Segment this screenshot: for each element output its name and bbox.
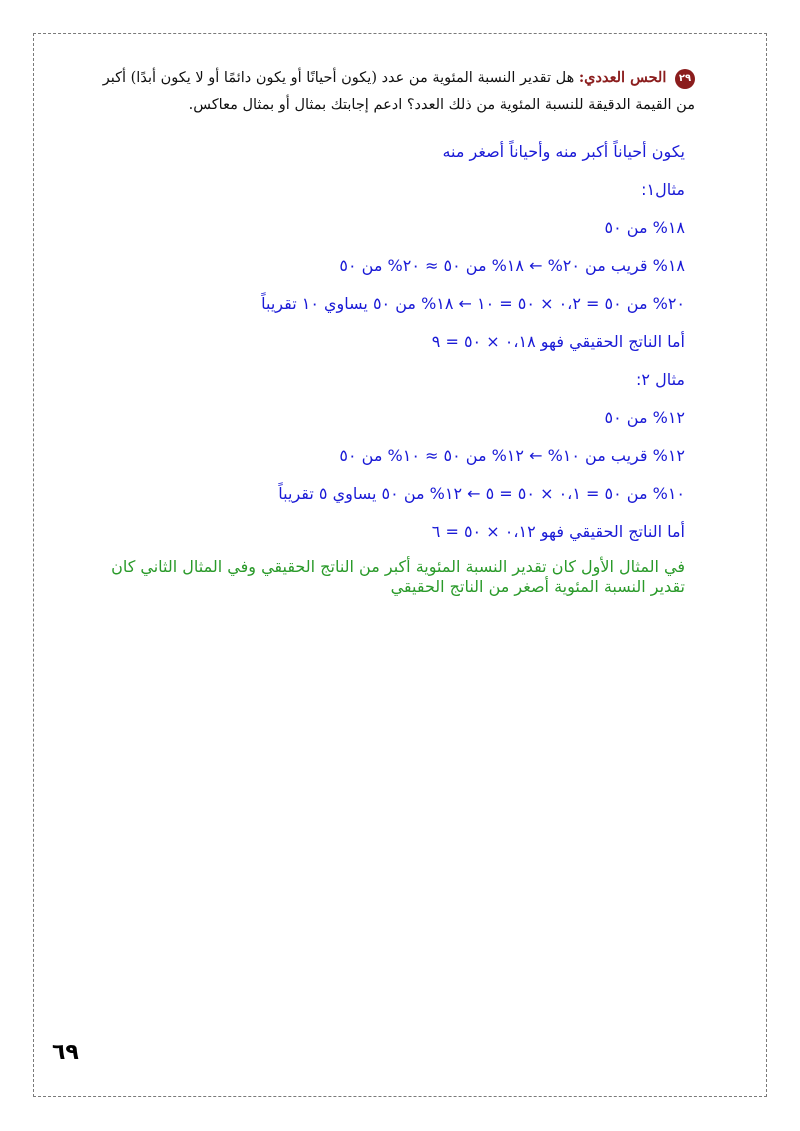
answer-line: ١٢% قريب من ١٠% ← ١٢% من ٥٠ ≈ ١٠% من ٥٠ (339, 446, 685, 465)
answer-line: ١٨% من ٥٠ (604, 218, 685, 237)
answer-line: مثال ٢: (636, 370, 685, 389)
answer-line: ١٨% قريب من ٢٠% ← ١٨% من ٥٠ ≈ ٢٠% من ٥٠ (339, 256, 685, 275)
answer-line: أما الناتج الحقيقي فهو ٠،١٢ × ٥٠ = ٦ (431, 522, 685, 541)
answer-conclusion: في المثال الأول كان تقدير النسبة المئوية أكبر من الناتج الحقيقي وفي المثال الثاني كان تقدير النسبة المئوية أصغر من الناتج الحقيقي (111, 557, 685, 596)
page-number: ٦٩ (52, 1040, 79, 1065)
answer-line: ١٠% من ٥٠ = ٠،١ × ٥٠ = ٥ ← ١٢% من ٥٠ يساوي ٥ تقريباً (278, 484, 685, 503)
page-content (85, 64, 695, 597)
answer-line: ١٢% من ٥٠ (604, 408, 685, 427)
answer-line: أما الناتج الحقيقي فهو ٠،١٨ × ٥٠ = ٩ (431, 332, 685, 351)
question-block (85, 64, 695, 119)
question-number-badge: ٢٩ (675, 69, 695, 89)
answer-line: يكون أحياناً أكبر منه وأحياناً أصغر منه (442, 142, 685, 161)
answer-line: ٢٠% من ٥٠ = ٠،٢ × ٥٠ = ١٠ ← ١٨% من ٥٠ يساوي ١٠ تقريباً (261, 294, 685, 313)
question-text: هل تقدير النسبة المئوية من عدد (يكون أحيانًا أو يكون دائمًا أو لا يكون أبدًا) أكبر من القيمة الدقيقة للنسبة المئوية من ذلك العدد؟ ادعم إجابتك بمثال أو بمثال معاكس. (102, 70, 695, 113)
answer-line: مثال١: (641, 180, 685, 199)
answer-block (85, 133, 695, 597)
question-title: الحس العددي: (578, 69, 667, 86)
